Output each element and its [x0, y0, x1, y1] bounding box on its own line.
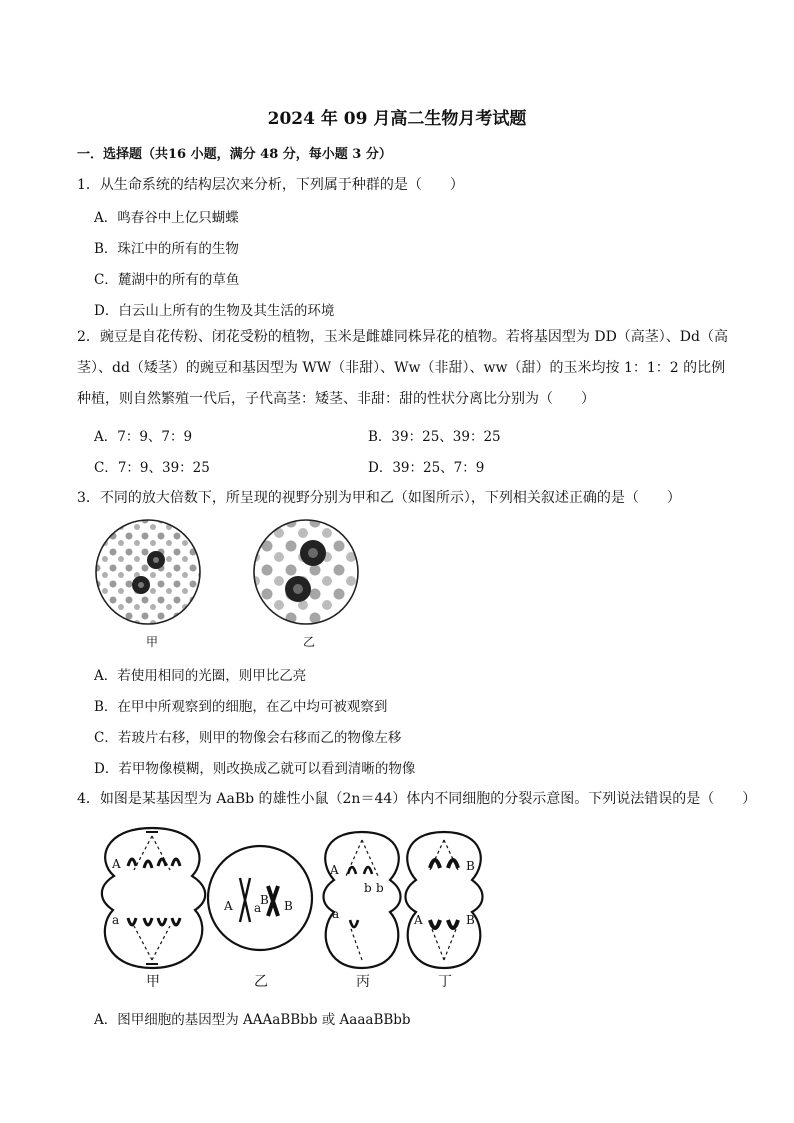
gene-label-a-ding: A: [414, 913, 423, 927]
gene-label-a-bing: A: [330, 863, 339, 877]
cell-division-figure: [100, 820, 500, 995]
gene-label-a-yi: A: [224, 899, 233, 913]
page-title: 2024 年 09 月高二生物月考试题: [267, 109, 527, 129]
question-2-line-1: 2．豌豆是自花传粉、闭花受粉的植物，玉米是雌雄同株异花的植物。若将基因型为 DD（高茎）、Dd（高: [77, 329, 728, 345]
question-3-option-c: C．若玻片右移，则甲的物像会右移而乙的物像左移: [94, 730, 402, 746]
gene-label-b-yi: B: [260, 893, 269, 907]
question-3-option-d: D．若甲物像模糊，则改换成乙就可以看到清晰的物像: [94, 761, 416, 777]
question-2-option-c: C．7：9、39：25: [94, 460, 210, 476]
gene-label-lower-a-bing: a: [332, 907, 340, 921]
gene-label-b-ding: B: [466, 859, 475, 873]
gene-label-lower-b2-bing: b: [376, 881, 384, 895]
question-3-option-a: A．若使用相同的光圈，则甲比乙亮: [94, 668, 307, 684]
cell-caption-jia: 甲: [146, 974, 160, 990]
figure-caption-yi: 乙: [303, 635, 316, 649]
question-1-option-b: B．珠江中的所有的生物: [94, 241, 239, 257]
cell-caption-bing: 丙: [356, 974, 370, 990]
question-2-stem: [77, 322, 728, 415]
question-2-option-b: B．39：25、39：25: [368, 429, 501, 445]
cell-ding: [406, 832, 483, 968]
gene-label-b2-yi: B: [284, 899, 293, 913]
gene-label-lower-a-jia: a: [112, 913, 120, 927]
question-1-option-c: C．麓湖中的所有的草鱼: [94, 272, 240, 288]
gene-label-b2-ding: B: [466, 913, 475, 927]
cell-caption-ding: 丁: [438, 974, 452, 990]
figure-caption-jia: 甲: [146, 635, 159, 649]
question-3-option-b: B．在甲中所观察到的细胞，在乙中均可被观察到: [94, 699, 388, 715]
cell-bing: [324, 832, 401, 968]
gene-label-a-jia: A: [112, 857, 121, 871]
cell-caption-yi: 乙: [254, 974, 268, 990]
field-yi: [254, 520, 358, 624]
field-jia: [96, 520, 200, 624]
question-2-option-d: D．39：25、7：9: [368, 460, 485, 476]
question-1-option-a: A．鸣春谷中上亿只蝴蝶: [94, 210, 239, 226]
question-4-option-a: A．图甲细胞的基因型为 AAAaBBbb 或 AaaaBBbb: [94, 1012, 411, 1028]
question-4-stem: 4．如图是某基因型为 AaBb 的雄性小鼠（2n＝44）体内不同细胞的分裂示意图。下列说法错误的是（ ）: [77, 791, 757, 807]
gene-label-lower-b1-bing: b: [364, 881, 372, 895]
question-1-option-d: D．白云山上所有的生物及其生活的环境: [94, 303, 335, 319]
question-2-line-2: 茎）、dd（矮茎）的豌豆和基因型为 WW（非甜）、Ww（非甜）、ww（甜）的玉米均按 1：1：2 的比例: [77, 360, 726, 376]
cell-jia: [102, 828, 205, 968]
question-2-option-a: A．7：9、7：9: [94, 429, 193, 445]
section-heading: 一．选择题（共16 小题，满分 48 分，每小题 3 分）: [77, 147, 392, 162]
question-2-line-3: 种植，则自然繁殖一代后，子代高茎：矮茎、非甜：甜的性状分离比分别为（ ）: [77, 391, 595, 407]
microscope-fields-figure: [92, 515, 372, 655]
question-1-stem: 1．从生命系统的结构层次来分析，下列属于种群的是（ ）: [77, 177, 464, 193]
gene-label-lower-a-yi: a: [254, 901, 262, 915]
question-3-stem: 3．不同的放大倍数下，所呈现的视野分别为甲和乙（如图所示），下列相关叙述正确的是（ ）: [77, 490, 681, 506]
